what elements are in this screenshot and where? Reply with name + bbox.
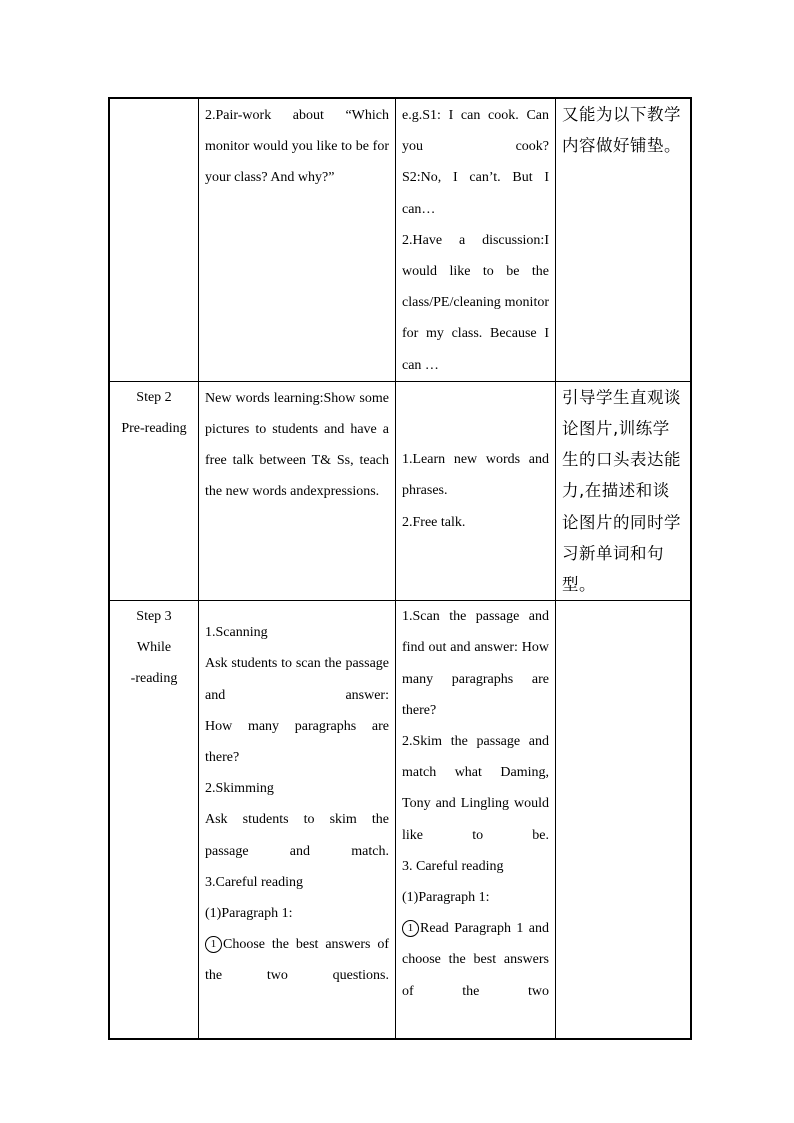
purpose-cell <box>556 381 692 600</box>
table-row <box>109 601 691 1039</box>
table-row <box>109 98 691 381</box>
student-text: S2:No, I can’t. But I can… <box>402 170 549 217</box>
careful-reading-title: 3.Careful reading <box>205 874 303 890</box>
student-activity-cell <box>396 98 556 381</box>
skimming-title: 2.Skimming <box>205 781 274 797</box>
paragraph-label: (1)Paragraph 1: <box>205 906 293 922</box>
scanning-title: 1.Scanning <box>205 625 268 641</box>
circled-number-icon: 1 <box>402 920 419 937</box>
step-name: While <box>136 640 172 656</box>
purpose-text: 又能为以下教学内容做好铺垫。 <box>562 105 681 156</box>
lesson-plan-table <box>108 97 692 1040</box>
teacher-text: How many paragraphs are there? <box>205 718 389 766</box>
teacher-activity-cell <box>199 98 396 381</box>
careful-reading-title: 3. Careful reading <box>402 858 504 874</box>
student-text: 2.Free talk. <box>402 514 466 530</box>
student-text: 1.Scan the passage and find out and answer: How many paragraphs are there? <box>402 609 549 718</box>
student-text: 1.Learn new words and phrases. <box>402 452 549 499</box>
teacher-text: Ask students to scan the passage and answer: <box>205 656 389 703</box>
table-row <box>109 381 691 600</box>
step-label: Step 2 <box>136 389 172 405</box>
teacher-text: 2.Pair-work about “Which monitor would you like to be for your class? And why?” <box>205 108 389 186</box>
circled-number-icon: 1 <box>205 936 222 953</box>
purpose-cell <box>556 98 692 381</box>
student-text: e.g.S1: I can cook. Can you cook? <box>402 108 549 155</box>
teacher-text: Ask students to skim the passage and match. <box>205 812 389 859</box>
choose-text: Choose the best answers of the two questions. <box>205 937 389 984</box>
teacher-activity-cell <box>199 601 396 1039</box>
step-cell <box>109 601 199 1039</box>
teacher-text: New words learning:Show some pictures to students and have a free talk between T& Ss, teach the new words andexpressions. <box>205 390 389 500</box>
student-text: 2.Have a discussion:I would like to be the class/PE/cleaning monitor for my class. Because I can … <box>402 232 549 373</box>
step-label: Step 3 <box>136 609 172 625</box>
student-activity-cell <box>396 601 556 1039</box>
paragraph-label: (1)Paragraph 1: <box>402 890 490 906</box>
read-text: Read Paragraph 1 and choose the best answers of the two <box>402 921 549 999</box>
step-cell <box>109 381 199 600</box>
step-name: Pre-reading <box>121 420 187 436</box>
step-cell <box>109 98 199 381</box>
teacher-text <box>205 929 389 991</box>
step-name-suffix: -reading <box>130 671 178 687</box>
purpose-cell <box>556 601 692 1039</box>
student-text <box>402 913 549 1007</box>
student-activity-cell <box>396 381 556 600</box>
teacher-activity-cell <box>199 381 396 600</box>
student-text: 2.Skim the passage and match what Daming, Tony and Lingling would like to be. <box>402 734 549 843</box>
purpose-text: 引导学生直观谈论图片,训练学生的口头表达能力,在描述和谈论图片的同时学习新单词和句型。 <box>562 387 681 595</box>
